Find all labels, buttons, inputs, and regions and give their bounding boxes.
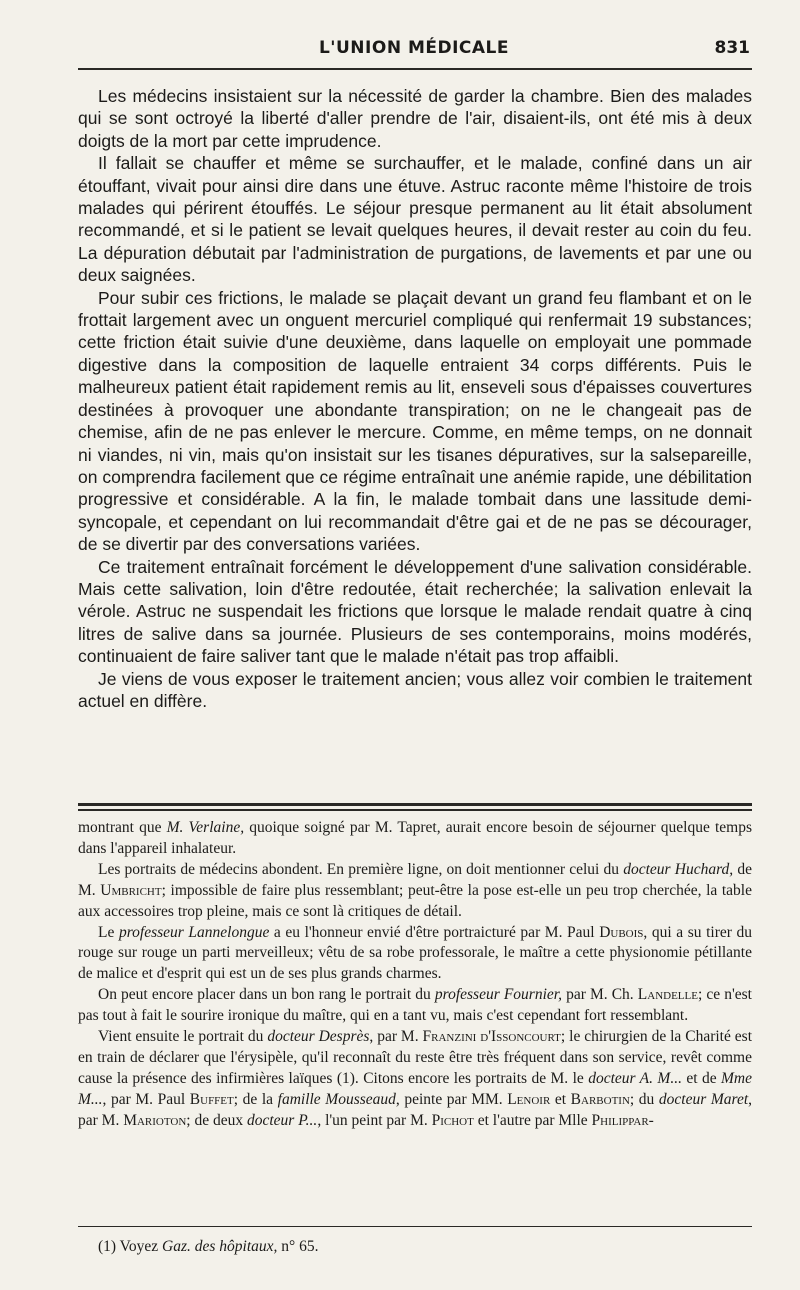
feuilleton-paragraph: On peut encore placer dans un bon rang le portrait du professeur Fournier, par M. Ch. Landelle; ce n'est pas tout à fait le sourire ironique du maître, qui en a tant vu, mais c'est cependant fort ressemblant. [78, 986, 752, 1025]
page-number: 831 [714, 38, 750, 58]
feuilleton-paragraph: Les portraits de médecins abondent. En première ligne, on doit mentionner celui du docteur Huchard, de M. Umbricht; impossible de faire plus ressemblant; peut-être la pose est-elle un peu trop cherchée, la table aux accessoires trop pleine, mais ce sont là critiques de détail. [78, 860, 752, 920]
main-paragraph: Pour subir ces frictions, le malade se plaçait devant un grand feu flambant et on le frottait largement avec un onguent mercuriel compliqué qui renfermait 19 substances; cette friction était suivie d'une deuxième, dans laquelle on employait une pommade digestive dans la composition de laquelle entraient 34 corps différents. Puis le malheureux patient était rapidement remis au lit, enseveli sous d'épaisses couvertures destinées à provoquer une abondante transpiration; on ne le changeait pas de chemise, afin de ne pas enlever le mercure. Comme, en même temps, on ne donnait ni viandes, ni vin, mais qu'on insistait sur les tisanes dépuratives, sur la salsepareille, on comprendra facilement que ce régime entraînait une anémie rapide, une débilitation progressive et considérable. A la fin, le malade tombait dans une lassitude demi-syncopale, et cependant on lui recommandait d'être gai et de ne pas se décourager, de se divertir par des conversations variées. [78, 287, 752, 555]
main-paragraph: Il fallait se chauffer et même se surchauffer, et le malade, confiné dans un air étouffant, vivait pour ainsi dire dans une étuve. Astruc raconte même l'histoire de trois malades qui périrent étouffés. Le séjour presque permanent au lit était absolument recommandé, et si le patient se levait quelques heures, il devait rester au coin du feu. La dépuration débutait par l'administration de purgations, de lavements et par une ou deux saignées. [78, 153, 752, 286]
footnote-rule [78, 1226, 752, 1227]
journal-title: L'UNION MÉDICALE [318, 38, 510, 58]
feuilleton-paragraph: montrant que M. Verlaine, quoique soigné par M. Tapret, aurait encore besoin de séjourner quelque temps dans l'appareil inhalateur. [78, 819, 752, 857]
main-text [78, 85, 752, 712]
footnote: (1) Voyez Gaz. des hôpitaux, n° 65. [98, 1238, 319, 1255]
feuilleton-paragraph: Le professeur Lannelongue a eu l'honneur envié d'être portraicturé par M. Paul Dubois, qui a su tirer du rouge sur rouge un parti merveilleux; vêtu de sa robe professorale, le maître a cette physionomie pétillante de malice et d'esprit qui est un de ses plus grands charmes. [78, 923, 752, 983]
running-header [78, 38, 750, 70]
main-paragraph: Ce traitement entraînait forcément le développement d'une salivation considérable. Mais cette salivation, loin d'être redoutée, était recherchée; la salivation enlevait la vérole. Astruc ne suspendait les frictions que lorsque le malade rendait quatre à cinq litres de salive dans sa journée. Plusieurs de ses contemporains, moins modérés, continuaient de faire saliver tant que le malade n'était pas trop affaibli. [78, 556, 752, 667]
feuilleton-text [78, 818, 752, 1132]
header-rule [78, 68, 752, 70]
main-paragraph: Je viens de vous exposer le traitement ancien; vous allez voir combien le traitement actuel en diffère. [78, 668, 752, 711]
feuilleton-paragraph: Vient ensuite le portrait du docteur Desprès, par M. Franzini d'Issoncourt; le chirurgien de la Charité est en train de déclarer que l'érysipèle, qu'il reconnaît du reste être très fréquent dans son service, revêt comme cause la présence des infirmières laïques (1). Citons encore les portraits de M. le docteur A. M... et de Mme M..., par M. Paul Buffet; de la famille Mousseaud, peinte par MM. Lenoir et Barbotin; du docteur Maret, par M. Marioton; de deux docteur P..., l'un peint par M. Pichot et l'autre par Mlle Philippar- [78, 1028, 753, 1129]
main-paragraph: Les médecins insistaient sur la nécessité de garder la chambre. Bien des malades qui se sont octroyé la liberté d'aller prendre de l'air, disaient-ils, ont été mis à deux doigts de la mort par cette imprudence. [78, 86, 752, 151]
section-divider [78, 803, 752, 812]
